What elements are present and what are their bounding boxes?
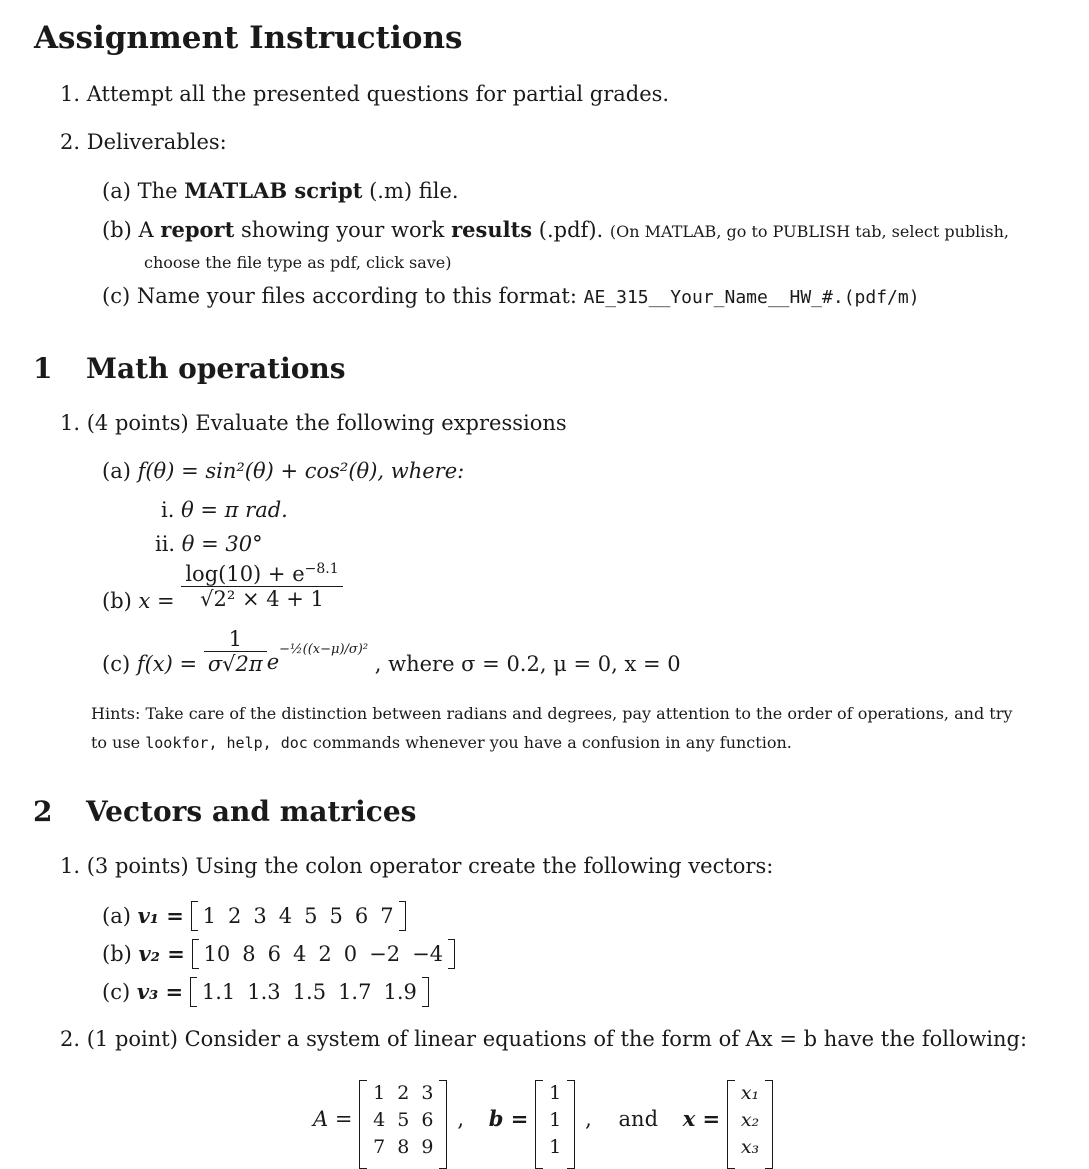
vector-v1-values: 1 2 3 4 5 5 6 7	[191, 904, 406, 928]
expr-b-fraction: $\frac{\log(10) + e^{-8.1}}{\text{√2² × 4 + 1}}$	[181, 561, 342, 611]
vector-v1: (a) v₁ = 1 2 3 4 5 5 6 7	[102, 903, 406, 928]
hints-line-1: Hints: Take care of the distinction between radians and degrees, pay attention to the order of operations, and try	[91, 704, 1013, 723]
matrix-A: 1 2 3 4 5 6 7 8 9	[359, 1080, 447, 1161]
deliverable-b: (b) A report showing your work results (.pdf). (On MATLAB, go to PUBLISH tab, select publish,	[102, 217, 1010, 242]
section-2-number: 2	[33, 795, 53, 828]
question-2-2: 2. (1 point) Consider a system of linear equations of the form of Ax = b have the following:	[60, 1027, 1028, 1051]
deliverable-c: (c) Name your files according to this format: AE_315__Your_Name__HW_#.(pdf/m)	[102, 284, 920, 308]
vector-x: x₁ x₂ x₃	[727, 1080, 773, 1161]
vector-b: 1 1 1	[535, 1080, 575, 1161]
page-title: Assignment Instructions	[34, 20, 463, 56]
vector-v3-values: 1.1 1.3 1.5 1.7 1.9	[190, 980, 429, 1004]
question-2-1: 1. (3 points) Using the colon operator create the following vectors:	[60, 854, 774, 878]
deliverable-b-note: choose the file type as pdf, click save)	[144, 253, 452, 272]
expr-c: (c) f(x) = $\frac{1}{\sigma√2\pi}$ $e^{-\frac{1}{2}((x-\mu)/\sigma)^2}$ , where σ = 0.2, μ = 0, x = 0	[102, 627, 681, 676]
expr-a-i: i. θ = π rad.	[161, 498, 288, 522]
section-1-title: Math operations	[86, 352, 346, 385]
instruction-1: 1. Attempt all the presented questions for partial grades.	[60, 82, 670, 106]
linear-system: A = 1 2 3 4 5 6 7 8 9 , b = 1 1 1 , and x = x₁ x₂ x₃	[313, 1080, 773, 1161]
instruction-2: 2. Deliverables:	[60, 130, 227, 154]
hints-line-2: to use lookfor, help, doc commands whenever you have a confusion in any function.	[91, 733, 792, 752]
deliverable-a: (a) The MATLAB script (.m) file.	[102, 178, 459, 203]
expr-c-fraction: $\frac{1}{\sigma√2\pi}$	[204, 627, 267, 676]
expr-a-ii: ii. θ = 30°	[155, 532, 263, 556]
section-2-title: Vectors and matrices	[86, 795, 417, 828]
vector-v3: (c) v₃ = 1.1 1.3 1.5 1.7 1.9	[102, 979, 429, 1004]
question-1-1: 1. (4 points) Evaluate the following expressions	[60, 411, 567, 435]
vector-v2-values: 10 8 6 4 2 0 −2 −4	[192, 942, 456, 966]
section-1-number: 1	[33, 352, 53, 385]
expr-b: (b) x = $\frac{\log(10) + e^{-8.1}}{\text{√2² × 4 + 1}}$	[102, 561, 343, 611]
expr-a: (a) f(θ) = sin²(θ) + cos²(θ), where:	[102, 459, 465, 483]
vector-v2: (b) v₂ = 10 8 6 4 2 0 −2 −4	[102, 941, 455, 966]
